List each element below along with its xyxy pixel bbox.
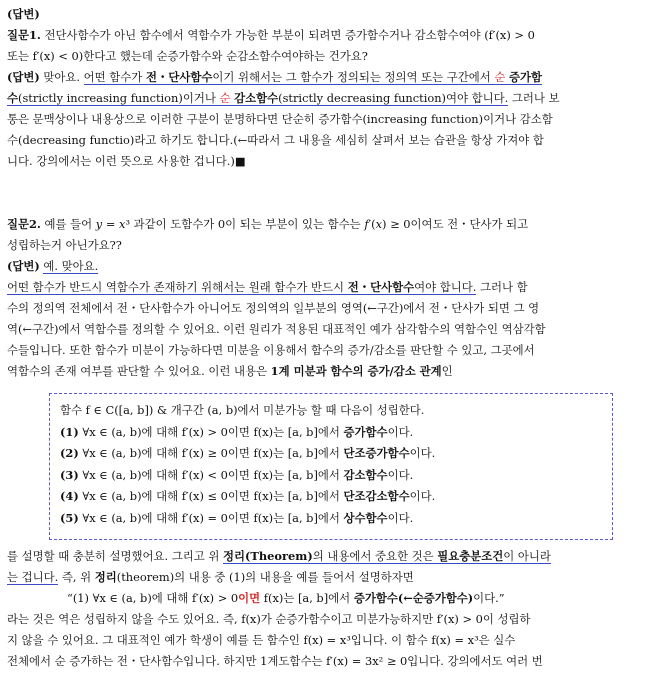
after-line-1: 를 설명할 때 충분히 설명했어요. 그리고 위 정리(Theorem)의 내용에서 중요한 것은 필요충분조건이 아니라	[7, 549, 551, 563]
q2-body-3: 역(←구간)에서 역함수를 정의할 수 있어요. 이런 원리가 적용된 대표적인 예가 삼각함수의 역함수인 역삼각함	[7, 322, 546, 336]
q1-answer-line-4: 수(decreasing functio)라고 하기도 합니다.(←따라서 그 내용을 세심히 살펴서 보는 습관을 항상 가져야 합	[7, 133, 544, 147]
q1-line-1	[7, 25, 661, 46]
q2-line-1: 질문2. 예를 들어 y = x³ 과같이 도함수가 0이 되는 부분이 있는 함수는 f′(x) ≥ 0이여도 전・단사가 되고	[7, 217, 529, 231]
q1-answer-line-1: (답변) 맞아요. 어떤 함수가 전・단사함수이기 위해서는 그 함수가 정의되는 정의역 또는 구간에서 순 증가함	[7, 70, 543, 84]
q1-answer-line-5: 니다. 강의에서는 이런 뜻으로 사용한 겁니다.)■	[7, 154, 246, 168]
theorem-item: (2) ∀x ∈ (a, b)에 대해 f′(x) ≥ 0이면 f(x)는 [a, b]에서 단조증가함수이다.	[60, 446, 436, 460]
theorem-item: (3) ∀x ∈ (a, b)에 대해 f′(x) < 0이면 f(x)는 [a, b]에서 감소함수이다.	[60, 467, 414, 482]
answer-header: (답변)	[7, 7, 40, 21]
theorem-box	[49, 393, 613, 540]
theorem-item: (5) ∀x ∈ (a, b)에 대해 f′(x) = 0이면 f(x)는 [a, b]에서 상수함수이다.	[60, 510, 414, 525]
q2-body-2: 수의 정의역 전체에서 전・단사함수가 아니어도 정의역의 일부분의 영역(←구간)에서 전・단사가 되면 그 영	[7, 301, 540, 315]
q1-answer-line-3: 통은 문맥상이나 내용상으로 이러한 구분이 분명하다면 단순히 증가함수(increasing function)이거나 감소함	[7, 112, 553, 126]
document-body	[7, 4, 661, 382]
q1-text-1: 전단사함수가 아닌 함수에서 역함수가 가능한 부분이 되려면 증가함수거나 감소함수여야 (f′(x) > 0	[40, 28, 535, 42]
q1-answer-line-2: 수(strictly increasing function)이거나 순 감소함수(strictly decreasing function)여야 합니다. 그러나 보	[7, 91, 560, 105]
theorem-item: (1) ∀x ∈ (a, b)에 대해 f′(x) > 0이면 f(x)는 [a, b]에서 증가함수이다.	[60, 424, 414, 439]
q1-line-2: 또는 f′(x) < 0)한다고 했는데 순증가함수와 순감소함수여야하는 건가요?	[7, 49, 368, 63]
q2-answer-head: (답변) 예. 맞아요.	[7, 259, 99, 273]
after-line-5: 지 않을 수 있어요. 그 대표적인 예가 학생이 예를 든 함수인 f(x) = x³입니다. 이 함수 f(x) = x³은 실수	[7, 633, 516, 647]
q1-label: 질문1.	[7, 28, 41, 42]
theorem-intro: 함수 f ∈ C([a, b]) & 개구간 (a, b)에서 미분가능 할 때 다음이 성립한다.	[60, 403, 425, 417]
after-line-6: 전체에서 순 증가하는 전・단사함수입니다. 하지만 1계도함수는 f′(x) = 3x² ≥ 0입니다. 강의에서도 여러 번	[7, 654, 543, 668]
after-line-4: 라는 것은 역은 성립하지 않을 수도 있어요. 즉, f(x)가 순증가함수이고 미분가능하지만 f′(x) > 0이 성립하	[7, 612, 531, 626]
q2-body-4: 수들입니다. 또한 함수가 미분이 가능하다면 미분을 이용해서 함수의 증가/감소를 판단할 수 있고, 그곳에서	[7, 343, 535, 357]
q2-body-1: 어떤 함수가 반드시 역함수가 존재하기 위해서는 원래 함수가 반드시 전・단사함수여야 합니다. 그러나 함	[7, 280, 528, 294]
q2-label: 질문2.	[7, 217, 41, 231]
q2-body-5: 역함수의 존재 여부를 판단할 수 있어요. 이런 내용은 1계 미분과 함수의 증가/감소 관계인	[7, 364, 453, 378]
theorem-item: (4) ∀x ∈ (a, b)에 대해 f′(x) ≤ 0이면 f(x)는 [a, b]에서 단조감소함수이다.	[60, 489, 436, 503]
quoted-theorem: “(1) ∀x ∈ (a, b)에 대해 f′(x) > 0이면 f(x)는 [a, b]에서 증가함수(←순증가함수)이다.”	[67, 591, 505, 605]
after-line-2: 는 겁니다. 즉, 위 정리(theorem)의 내용 중 (1)의 내용을 예를 들어서 설명하자면	[7, 570, 414, 584]
q2-line-2: 성립하는거 아닌가요??	[7, 238, 122, 252]
after-text	[7, 546, 661, 672]
